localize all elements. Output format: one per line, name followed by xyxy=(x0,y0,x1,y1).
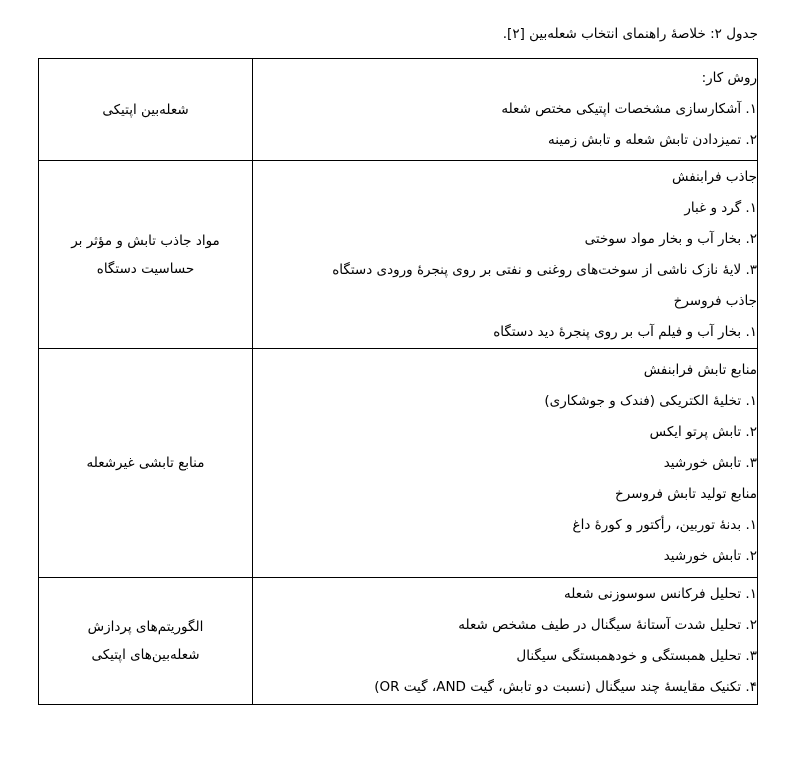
category-line: منابع تابشی غیرشعله xyxy=(86,455,205,471)
category-line: شعله‌بین اپتیکی xyxy=(102,101,189,118)
detail-line: ۲. تمیزدادن تابش شعله و تابش زمینه xyxy=(548,132,757,148)
detail-list xyxy=(253,579,757,703)
table-cell-category xyxy=(39,578,253,705)
detail-line: جاذب فروسرخ xyxy=(673,292,757,309)
table-cell-details xyxy=(253,349,758,578)
category-line: مواد جاذب تابش و مؤثر بر xyxy=(71,232,220,249)
detail-line: ۱. بخار آب و فیلم آب بر روی پنجرۀ دید دستگاه xyxy=(493,323,757,340)
detail-line: ۲. بخار آب و بخار مواد سوختی xyxy=(584,230,757,247)
detail-line: ۱. بدنۀ توربین، رأکتور و کورۀ داغ xyxy=(572,516,757,533)
detail-list xyxy=(253,355,757,572)
table-cell-details xyxy=(253,59,758,161)
detail-line: منابع تابش فرابنفش xyxy=(643,361,757,378)
table-row xyxy=(39,578,758,705)
detail-line: روش کار: xyxy=(701,70,757,86)
table-cell-details xyxy=(253,578,758,705)
detail-line: ۱. تحلیل فرکانس سوسوزنی شعله xyxy=(563,586,757,602)
detail-line: ۱. آشکارسازی مشخصات اپتیکی مختص شعله xyxy=(501,101,757,117)
detail-line: ۴. تکنیک مقایسۀ چند سیگنال (نسبت دو تابش، گیت AND، گیت OR) xyxy=(374,679,757,695)
category-line: شعله‌بین‌های اپتیکی xyxy=(91,647,200,663)
detail-line: جاذب فرابنفش xyxy=(672,168,757,185)
table-cell-category xyxy=(39,161,253,349)
table-row xyxy=(39,59,758,161)
detail-line: ۱. گرد و غبار xyxy=(684,199,757,216)
category-line: حساسیت دستگاه xyxy=(96,260,195,277)
detail-line: ۲. تابش پرتو ایکس xyxy=(649,423,757,440)
detail-line: ۳. تحلیل همبستگی و خودهمبستگی سیگنال xyxy=(516,648,757,664)
table-caption: جدول ۲: خلاصۀ راهنمای انتخاب شعله‌بین [۲]. xyxy=(502,26,758,42)
table-body xyxy=(39,59,758,705)
flame-detector-table xyxy=(38,58,758,705)
detail-line: ۳. لایۀ نازک ناشی از سوخت‌های روغنی و نفتی بر روی پنجرۀ ورودی دستگاه xyxy=(332,261,757,278)
detail-list xyxy=(253,63,757,156)
table-row xyxy=(39,349,758,578)
table-cell-category xyxy=(39,349,253,578)
detail-line: ۲. تحلیل شدت آستانۀ سیگنال در طیف مشخص شعله xyxy=(458,617,757,633)
detail-line: منابع تولید تابش فروسرخ xyxy=(615,485,757,502)
detail-line: ۳. تابش خورشید xyxy=(663,454,757,471)
detail-list xyxy=(253,162,757,348)
table-cell-category xyxy=(39,59,253,161)
table-row xyxy=(39,161,758,349)
detail-line: ۲. تابش خورشید xyxy=(663,547,757,564)
table-container xyxy=(38,58,758,705)
table-cell-details xyxy=(253,161,758,349)
category-line: الگوریتم‌های پردازش xyxy=(87,619,204,635)
detail-line: ۱. تخلیۀ الکتریکی (فندک و جوشکاری) xyxy=(544,392,757,409)
